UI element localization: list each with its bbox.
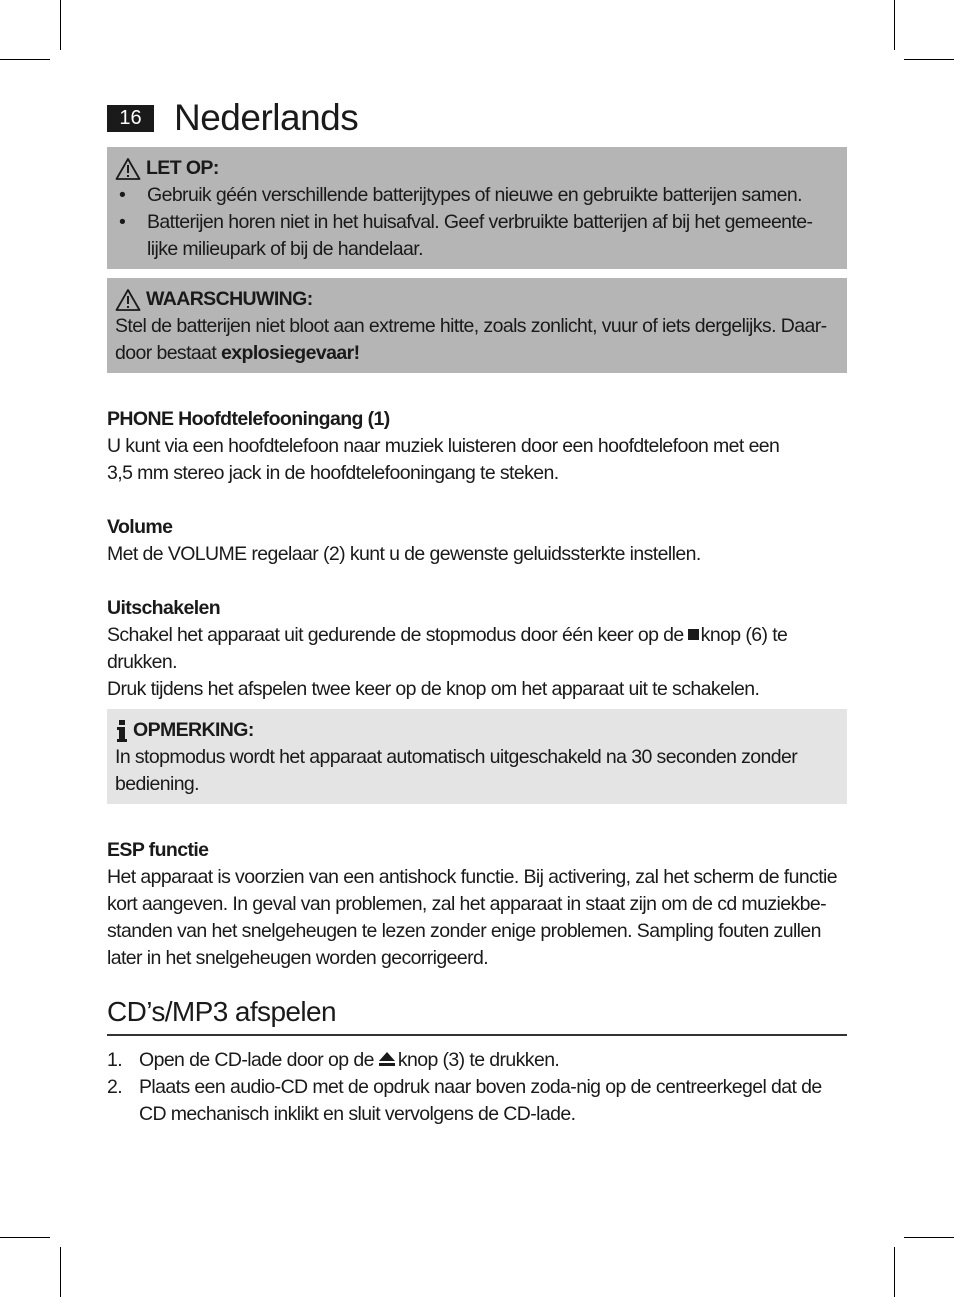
crop-mark <box>60 0 61 50</box>
note-title: OPMERKING: <box>133 719 254 741</box>
section-title: PHONE Hoofdtelefooningang (1) <box>107 408 390 430</box>
step-number: 2. <box>107 1076 123 1098</box>
list-item: • Gebruik géén verschillende batterijtypes of nieuwe en gebruikte batterijen samen. <box>115 182 839 209</box>
section-heading: CD’s/MP3 afspelen <box>107 998 847 1036</box>
paragraph: Het apparaat is voorzien van een antishock functie. Bij activering, zal het scherm de functie kort aangeven. In geval van problemen, zal het apparaat in staat zijn om de cd muziekbe-standen van het snelgeheugen te lezen zonder enige problemen. Sampling fouten zullen later in het snelgeheugen worden gecorrigeerd. <box>107 866 838 969</box>
volume-section <box>107 514 847 568</box>
crop-mark <box>0 59 50 60</box>
eject-icon <box>378 1051 396 1067</box>
page-header <box>107 96 358 140</box>
paragraph-text: knop (6) te drukken. <box>107 624 788 673</box>
paragraph-text: Schakel het apparaat uit gedurende de stopmodus door één keer op de <box>107 624 684 646</box>
section-title: ESP functie <box>107 839 209 861</box>
section-title: Uitschakelen <box>107 597 221 619</box>
note-text: In stopmodus wordt het apparaat automatisch uitgeschakeld na 30 seconden zonder bediening. <box>115 746 798 795</box>
esp-section <box>107 837 847 972</box>
crop-mark <box>904 59 954 60</box>
paragraph: 3,5 mm stereo jack in de hoofdtelefooningang te steken. <box>107 462 559 484</box>
crop-mark <box>894 0 895 50</box>
attention-list <box>115 182 839 263</box>
step-text-part: knop (3) te drukken. <box>397 1049 560 1071</box>
warning-triangle-icon <box>115 288 141 312</box>
list-item <box>107 1047 847 1074</box>
warning-text <box>115 313 839 367</box>
warning-title: WAARSCHUWING: <box>146 288 313 310</box>
crop-mark <box>894 1247 895 1297</box>
warning-emphasis: explosiegevaar! <box>221 342 360 364</box>
attention-title: LET OP: <box>146 157 219 179</box>
stop-square-icon <box>688 629 699 640</box>
switch-off-section <box>107 595 847 703</box>
step-number: 1. <box>107 1049 123 1071</box>
info-icon <box>115 719 129 743</box>
phone-section <box>107 406 847 487</box>
paragraph: Druk tijdens het afspelen twee keer op de knop om het apparaat uit te schakelen. <box>107 678 760 700</box>
crop-mark <box>60 1247 61 1297</box>
paragraph: U kunt via een hoofdtelefoon naar muziek luisteren door een hoofdtelefoon met een <box>107 435 780 457</box>
step-text <box>139 1047 559 1074</box>
steps-list <box>107 1047 847 1128</box>
warning-body: Stel de batterijen niet bloot aan extreme hitte, zoals zonlicht, vuur of iets dergelijks. Daar-door bestaat <box>115 315 827 364</box>
main-content <box>107 147 847 1128</box>
paragraph <box>107 622 847 676</box>
crop-mark <box>0 1237 50 1238</box>
step-text-part: Open de CD-lade door op de <box>139 1049 374 1071</box>
step-text: Plaats een audio-CD met de opdruk naar boven zoda-nig op de centreerkegel dat de CD mechanisch inklikt en sluit vervolgens de CD-lade. <box>139 1076 822 1125</box>
crop-mark <box>904 1237 954 1238</box>
note-box <box>107 709 847 804</box>
warning-box <box>107 278 847 373</box>
paragraph: Met de VOLUME regelaar (2) kunt u de gewenste geluidssterkte instellen. <box>107 543 701 565</box>
note-title-row <box>115 717 839 744</box>
attention-box <box>107 147 847 269</box>
section-title: Volume <box>107 516 173 538</box>
attention-title-row <box>115 155 839 182</box>
page-number: 16 <box>107 105 154 132</box>
warning-triangle-icon <box>115 157 141 181</box>
list-item: • Batterijen horen niet in het huisafval. Geef verbruikte batterijen af bij het gemeente-lijke milieupark of bij de handelaar. <box>115 209 839 263</box>
warning-title-row <box>115 286 839 313</box>
list-item <box>107 1074 847 1128</box>
page-title: Nederlands <box>174 97 359 138</box>
